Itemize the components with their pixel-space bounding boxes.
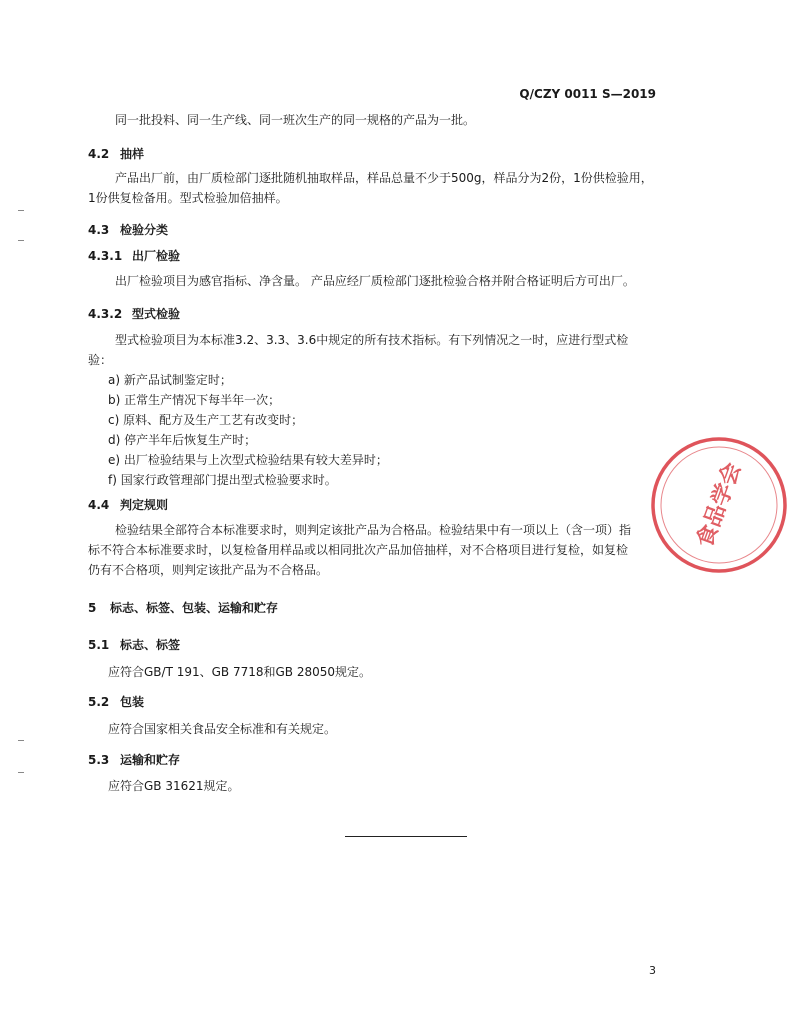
- section-number: 4.4: [88, 498, 110, 512]
- section-4-3-1-heading: [88, 247, 180, 264]
- section-4-3-1-text: 出厂检验项目为感官指标、净含量。 产品应经厂质检部门逐批检验合格并附合格证明后方可出厂。: [115, 274, 635, 288]
- section-number: 5: [88, 601, 97, 615]
- section-5-2-heading: [88, 693, 144, 710]
- section-title: 出厂检验: [132, 249, 181, 263]
- section-title: 检验分类: [120, 223, 169, 237]
- section-title: 包装: [120, 695, 145, 709]
- section-number: 4.2: [88, 147, 110, 161]
- list-item: d) 停产半年后恢复生产时；: [108, 433, 257, 447]
- section-title: 型式检验: [132, 307, 181, 321]
- section-4-3-2-line1: 型式检验项目为本标准3.2、3.3、3.6中规定的所有技术指标。有下列情况之一时，应进行型式检: [115, 333, 629, 347]
- section-title: 标志、标签、包装、运输和贮存: [110, 601, 279, 615]
- section-5-3-text: 应符合GB 31621规定。: [108, 779, 240, 793]
- margin-mark: [18, 740, 24, 741]
- section-title: 判定规则: [120, 498, 169, 512]
- page-number: 3: [649, 964, 656, 977]
- list-item: b) 正常生产情况下每半年一次；: [108, 393, 281, 407]
- section-4-4-line3: 仍有不合格项，则判定该批产品为不合格品。: [88, 563, 329, 577]
- margin-mark: [18, 772, 24, 773]
- section-title: 标志、标签: [120, 638, 181, 652]
- section-title: 运输和贮存: [120, 753, 181, 767]
- section-4-2-line1: 产品出厂前，由厂质检部门逐批随机抽取样品，样品总量不少于500g，样品分为2份，1份供检验用，: [115, 171, 653, 185]
- list-item: c) 原料、配方及生产工艺有改变时；: [108, 413, 304, 427]
- section-4-2-line2: 1份供复检备用。型式检验加倍抽样。: [88, 191, 288, 205]
- standard-code: Q/CZY 0011 S—2019: [519, 87, 656, 101]
- section-4-4-line2: 标不符合本标准要求时，以复检备用样品或以相同批次产品加倍抽样，对不合格项目进行复检，如复检: [88, 543, 629, 557]
- section-4-4-heading: [88, 496, 168, 513]
- section-number: 5.1: [88, 638, 110, 652]
- list-item: a) 新产品试制鉴定时；: [108, 373, 232, 387]
- list-item: e) 出厂检验结果与上次型式检验结果有较大差异时；: [108, 453, 388, 467]
- list-item: f) 国家行政管理部门提出型式检验要求时。: [108, 473, 337, 487]
- section-5-1-heading: [88, 636, 180, 653]
- section-4-3-heading: [88, 221, 168, 238]
- section-title: 抽样: [120, 147, 145, 161]
- section-5-2-text: 应符合国家相关食品安全标准和有关规定。: [108, 722, 337, 736]
- section-4-3-2-heading: [88, 305, 180, 322]
- section-number: 4.3.1: [88, 249, 123, 263]
- seal-stamp-icon: [644, 430, 794, 580]
- section-5-3-heading: [88, 751, 180, 768]
- section-4-4-line1: 检验结果全部符合本标准要求时，则判定该批产品为合格品。检验结果中有一项以上（含一项）指: [115, 523, 632, 537]
- section-5-1-text: 应符合GB/T 191、GB 7718和GB 28050规定。: [108, 665, 372, 679]
- section-4-2-heading: [88, 145, 144, 162]
- end-rule: [345, 836, 467, 837]
- section-4-3-2-line2: 验：: [88, 353, 113, 367]
- svg-text:食品学会: 食品学会: [692, 459, 747, 551]
- section-number: 4.3.2: [88, 307, 123, 321]
- section-number: 5.2: [88, 695, 110, 709]
- section-number: 4.3: [88, 223, 110, 237]
- intro-line: 同一批投料、同一生产线、同一班次生产的同一规格的产品为一批。: [115, 113, 476, 127]
- section-number: 5.3: [88, 753, 110, 767]
- margin-mark: [18, 240, 24, 241]
- margin-mark: [18, 210, 24, 211]
- section-5-heading: [88, 599, 278, 616]
